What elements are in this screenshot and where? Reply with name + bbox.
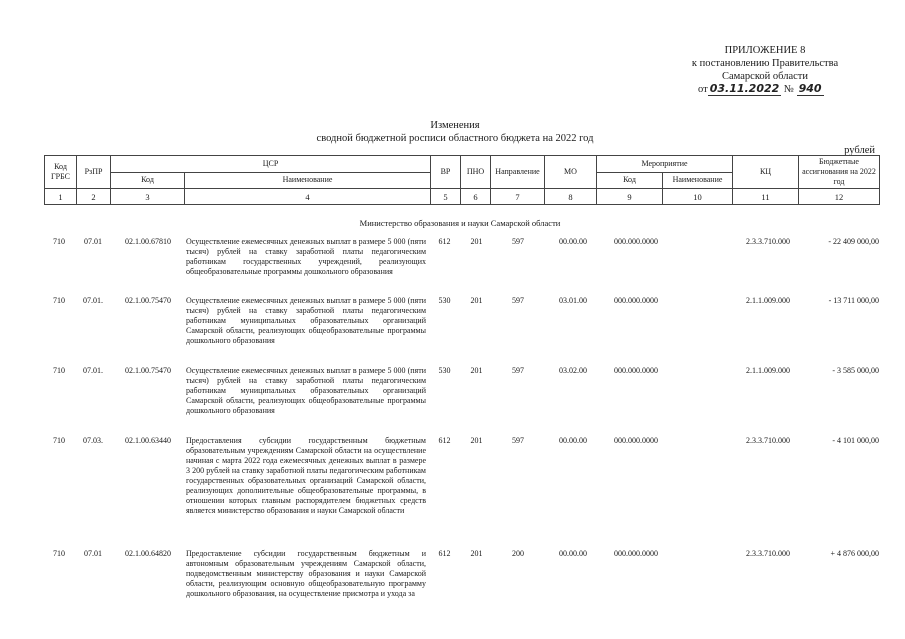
cell-pno: 201	[470, 436, 483, 445]
cell-rzpr: 07.01	[84, 549, 102, 558]
column-number: 2	[77, 189, 111, 205]
header-rzpr: РзПР	[77, 156, 111, 189]
cell-event-code: 000.000.0000	[614, 436, 658, 445]
column-number: 3	[111, 189, 185, 205]
cell-grbs: 710	[53, 549, 65, 558]
cell-mo: 03.02.00	[559, 366, 587, 375]
cell-direction: 200	[512, 549, 524, 558]
cell-event-code: 000.000.0000	[614, 549, 658, 558]
cell-direction: 597	[512, 296, 524, 305]
header-event: Мероприятие	[597, 156, 733, 173]
cell-direction: 597	[512, 436, 524, 445]
budget-table-header	[44, 155, 880, 205]
cell-csr-name: Предоставление субсидии государственным бюджетным и автономным образовательным учреждениям Самарской области, подведомственным министерству образования и науки Самарской области, реализующим основную общеобразовательную программу дошкольного образования, на осуществление присмотра и ухода за	[186, 549, 426, 598]
header-mo: МО	[545, 156, 597, 189]
column-number: 9	[597, 189, 663, 205]
header-pno: ПНО	[461, 156, 491, 189]
header-csr-name: Наименование	[185, 172, 431, 189]
cell-direction: 597	[512, 366, 524, 375]
appendix-block	[640, 44, 890, 96]
document-title-line1: Изменения	[430, 120, 480, 131]
cell-amount: - 13 711 000,00	[828, 296, 879, 305]
column-number: 6	[461, 189, 491, 205]
number-prefix: №	[783, 84, 794, 95]
cell-amount: - 4 101 000,00	[832, 436, 879, 445]
cell-csr-code: 02.1.00.75470	[125, 366, 171, 375]
handwritten-number: 940	[798, 82, 822, 95]
handwritten-date: 03.11.2022	[709, 82, 780, 95]
cell-grbs: 710	[53, 436, 65, 445]
cell-vr: 612	[438, 237, 451, 246]
cell-event-code: 000.000.0000	[614, 366, 658, 375]
cell-vr: 612	[438, 549, 451, 558]
cell-grbs: 710	[53, 366, 65, 375]
cell-kc: 2.1.1.009.000	[746, 366, 790, 375]
cell-csr-name: Предоставления субсидии государственным бюджетным образовательным учреждениям Самарской области на осуществление начиная с марта 2022 года ежемесячных денежных выплат в размере 3 200 рублей на ставку заработной платы педагогическим работникам государственных образовательных организаций Самарской области, реализующих дополнительные общеобразовательные программы, в отношении которых главным распорядителем бюджетных средств является министерство образования и науки Самарской области	[186, 436, 426, 515]
cell-event-code: 000.000.0000	[614, 237, 658, 246]
cell-event-code: 000.000.0000	[614, 296, 658, 305]
header-event-name: Наименование	[663, 172, 733, 189]
appendix-title: ПРИЛОЖЕНИЕ 8	[724, 45, 806, 56]
appendix-date-line	[640, 83, 890, 96]
cell-rzpr: 07.03.	[83, 436, 103, 445]
cell-csr-code: 02.1.00.63440	[125, 436, 171, 445]
cell-vr: 530	[438, 296, 451, 305]
column-number: 12	[799, 189, 880, 205]
header-kc: КЦ	[733, 156, 799, 189]
cell-kc: 2.3.3.710.000	[746, 237, 790, 246]
cell-mo: 03.01.00	[559, 296, 587, 305]
column-number: 1	[45, 189, 77, 205]
cell-csr-name: Осуществление ежемесячных денежных выплат в размере 5 000 (пяти тысяч) рублей на ставку заработной платы педагогическим работникам муниципальных образовательных организаций Самарской области, реализующих общеобразовательные программы дошкольного образования	[186, 366, 426, 415]
cell-pno: 201	[470, 296, 483, 305]
cell-pno: 201	[470, 549, 483, 558]
appendix-line1: к постановлению Правительства	[691, 58, 839, 69]
column-number: 7	[491, 189, 545, 205]
column-number: 5	[431, 189, 461, 205]
header-vr: ВР	[431, 156, 461, 189]
header-csr-kod: Код	[111, 172, 185, 189]
column-number: 8	[545, 189, 597, 205]
header-csr: ЦСР	[111, 156, 431, 173]
section-title: Министерство образования и науки Самарской области	[359, 218, 561, 228]
column-number: 4	[185, 189, 431, 205]
cell-csr-code: 02.1.00.75470	[125, 296, 171, 305]
column-number: 11	[733, 189, 799, 205]
cell-vr: 530	[438, 366, 451, 375]
cell-rzpr: 07.01.	[83, 296, 103, 305]
header-allocations: Бюджетные ассигнования на 2022 год	[799, 156, 880, 189]
cell-direction: 597	[512, 237, 524, 246]
cell-csr-name: Осуществление ежемесячных денежных выплат в размере 5 000 (пяти тысяч) рублей на ставку заработной платы педагогическим работникам государственных учреждений, реализующих общеобразовательные программы дошкольного образования	[186, 237, 426, 276]
units-label: рублей	[844, 145, 875, 156]
cell-rzpr: 07.01	[84, 237, 102, 246]
column-number: 10	[663, 189, 733, 205]
cell-pno: 201	[470, 237, 483, 246]
cell-pno: 201	[470, 366, 483, 375]
header-event-kod: Код	[597, 172, 663, 189]
document-title	[220, 119, 690, 145]
cell-csr-name: Осуществление ежемесячных денежных выплат в размере 5 000 (пяти тысяч) рублей на ставку заработной платы педагогическим работникам муниципальных образовательных организаций Самарской области, реализующих общеобразовательные программы дошкольного образования	[186, 296, 426, 345]
cell-mo: 00.00.00	[559, 237, 587, 246]
cell-kc: 2.3.3.710.000	[746, 549, 790, 558]
cell-vr: 612	[438, 436, 451, 445]
cell-amount: - 3 585 000,00	[832, 366, 879, 375]
cell-csr-code: 02.1.00.67810	[125, 237, 171, 246]
cell-kc: 2.1.1.009.000	[746, 296, 790, 305]
cell-csr-code: 02.1.00.64820	[125, 549, 171, 558]
cell-rzpr: 07.01.	[83, 366, 103, 375]
cell-mo: 00.00.00	[559, 549, 587, 558]
appendix-line2: Самарской области	[722, 71, 808, 82]
document-title-line2: сводной бюджетной росписи областного бюджета на 2022 год	[316, 133, 594, 144]
cell-grbs: 710	[53, 237, 65, 246]
cell-amount: + 4 876 000,00	[830, 549, 879, 558]
date-prefix: от	[698, 84, 708, 95]
header-direction: Направление	[491, 156, 545, 189]
cell-kc: 2.3.3.710.000	[746, 436, 790, 445]
cell-grbs: 710	[53, 296, 65, 305]
cell-mo: 00.00.00	[559, 436, 587, 445]
header-kod-grbs: Код ГРБС	[45, 156, 77, 189]
cell-amount: - 22 409 000,00	[828, 237, 879, 246]
